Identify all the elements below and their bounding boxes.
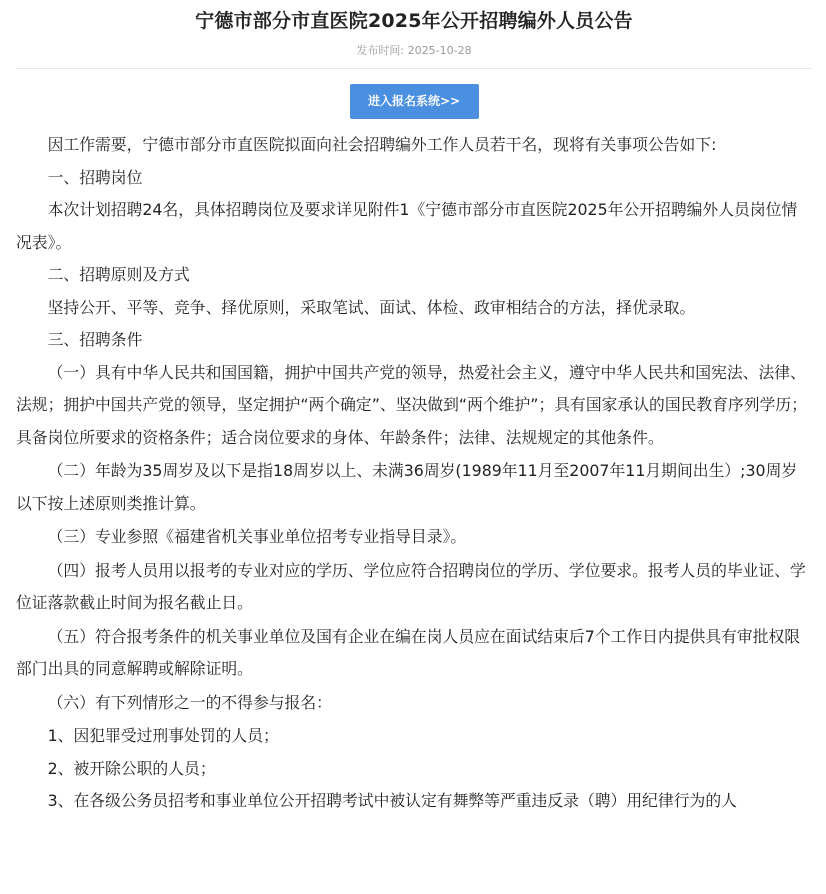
page-title: 宁德市部分市直医院2025年公开招聘编外人员公告 <box>195 10 633 32</box>
condition-4: （四）报考人员用以报考的专业对应的学历、学位应符合招聘岗位的学历、学位要求。报考人员的毕业证、学位证落款截止时间为报名截止日。 <box>16 560 806 612</box>
publish-label: 发布时间: <box>356 44 405 57</box>
paragraph-positions: 本次计划招聘24名，具体招聘岗位及要求详见附件1《宁德市部分市直医院2025年公开招聘编外人员岗位情况表》。 <box>16 200 798 252</box>
register-button-wrap <box>16 84 812 120</box>
publish-date: 2025-10-28 <box>407 44 472 57</box>
section-heading-positions: 一、招聘岗位 <box>47 167 143 187</box>
exclusion-3: 3、在各级公务员招考和事业单位公开招聘考试中被认定有舞弊等严重违反录（聘）用纪律行为的人 <box>47 791 737 810</box>
title-divider <box>16 68 812 69</box>
section-heading-principles: 二、招聘原则及方式 <box>47 265 190 284</box>
condition-3: （三）专业参照《福建省机关事业单位招考专业指导目录》。 <box>47 527 467 546</box>
article-body <box>16 129 812 818</box>
publish-info <box>16 44 812 58</box>
paragraph-principles: 坚持公开、平等、竞争、择优原则，采取笔试、面试、体检、政审相结合的方法，择优录取。 <box>47 297 696 317</box>
condition-6: （六）有下列情形之一的不得参与报名： <box>47 692 332 712</box>
exclusion-1: 1、因犯罪受过刑事处罚的人员； <box>47 726 279 745</box>
section-heading-conditions: 三、招聘条件 <box>47 330 143 349</box>
condition-1: （一）具有中华人民共和国国籍，拥护中国共产党的领导，热爱社会主义，遵守中华人民共和国宪法、法律、法规；拥护中国共产党的领导，坚定拥护“两个确定”、坚决做到“两个维护”；具有国家承认的国民教育序列学历；具备岗位所要求的资格条件；适合岗位要求的身体、年龄条件；法律、法规规定的其他条件。 <box>16 362 807 447</box>
enter-registration-button[interactable]: 进入报名系统>> <box>350 84 479 119</box>
exclusion-2: 2、被开除公职的人员； <box>47 758 216 778</box>
condition-5: （五）符合报考条件的机关事业单位及国有企业在编在岗人员应在面试结束后7个工作日内提供具有审批权限部门出具的同意解聘或解除证明。 <box>16 626 801 678</box>
paragraph-intro: 因工作需要，宁德市部分市直医院拟面向社会招聘编外工作人员若干名，现将有关事项公告如下: <box>47 135 717 154</box>
condition-2: （二）年龄为35周岁及以下是指18周岁以上、未满36周岁(1989年11月至2007年11月期间出生）;30周岁以下按上述原则类推计算。 <box>16 461 798 513</box>
